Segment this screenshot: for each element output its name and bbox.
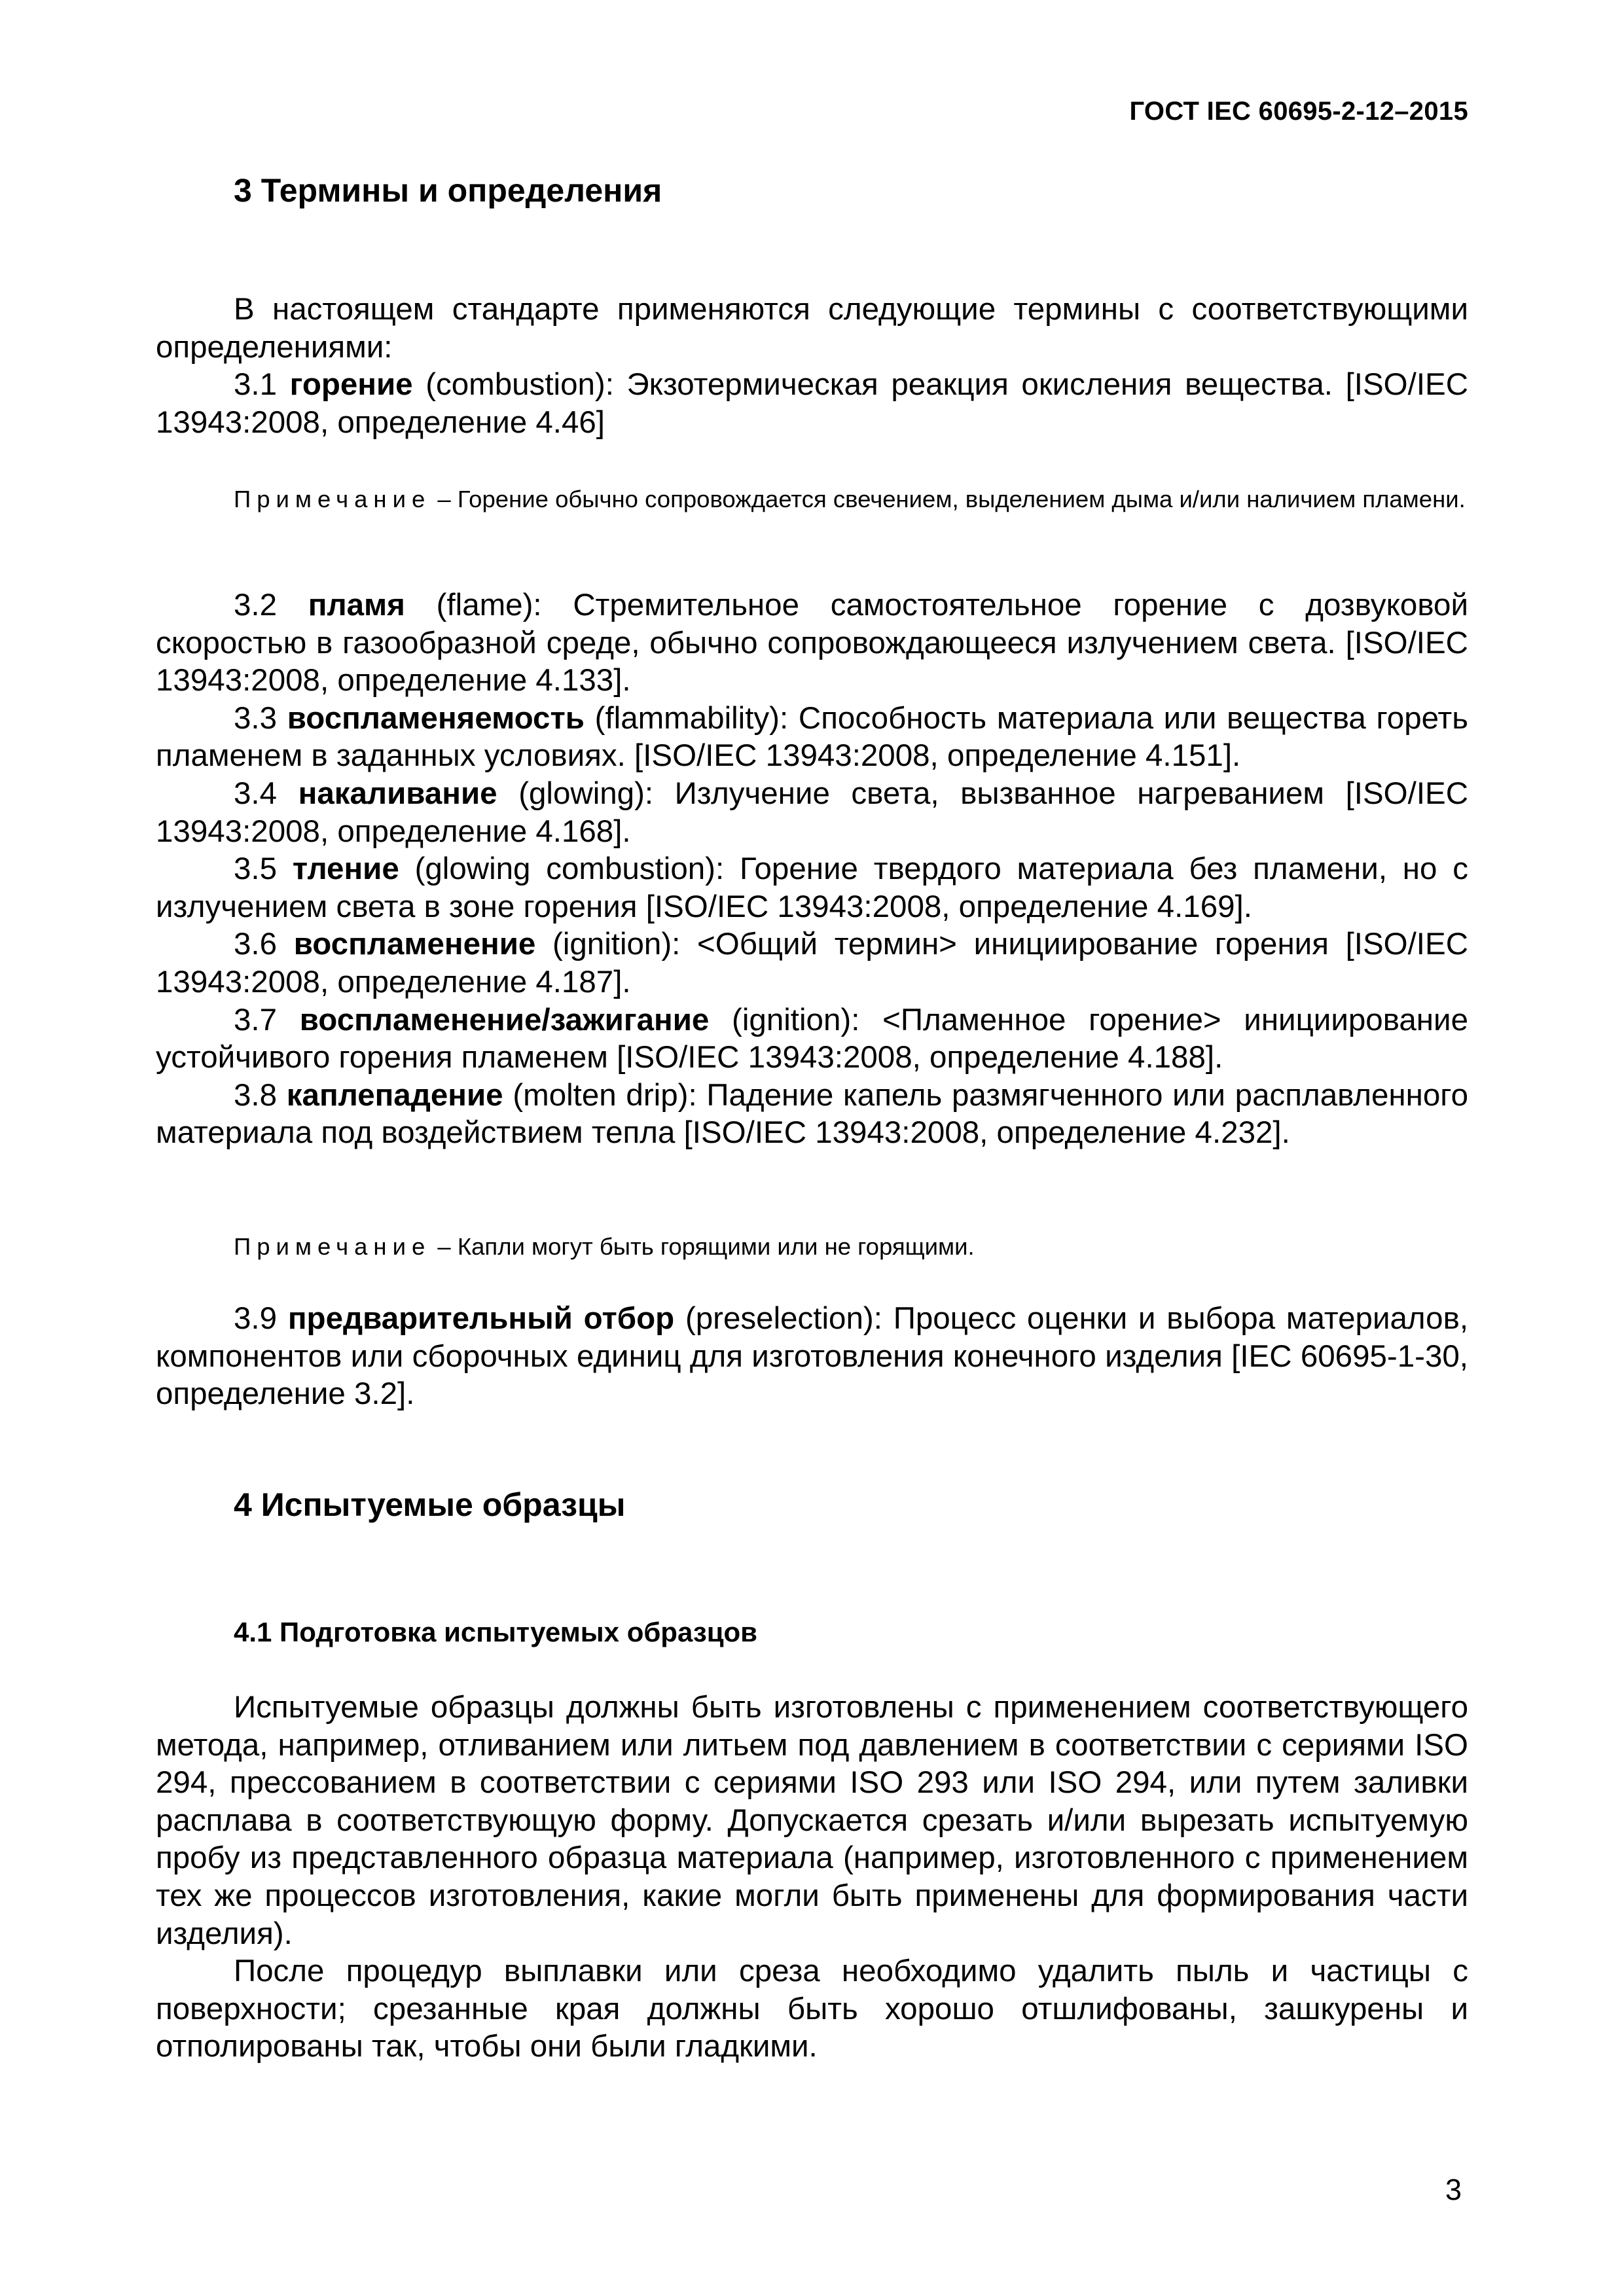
term-3-6-name: воспламенение (293, 927, 536, 962)
term-3-7-name: воспламенение/зажигание (299, 1002, 710, 1037)
paragraph: После процедур выплавки или среза необходимо удалить пыль и частицы с поверхности; срезанные края должны быть хорошо отшлифованы, зашкурены и отполированы так, чтобы они были гладкими. (156, 1954, 1468, 2064)
subsection-4-1-body (156, 1689, 1468, 2066)
term-3-9: 3.9 предварительный отбор (preselection): Процесс оценки и выбора материалов, компонентов или сборочных единиц для изготовления конечного изделия [IEC 60695-1-30, определение 3.2]. (156, 1301, 1469, 1412)
note-label: Примечание (234, 1233, 431, 1260)
note-combustion: Примечание – Горение обычно сопровождается свечением, выделением дыма и/или наличием пламени. (234, 486, 1466, 512)
term-3-2-name: пламя (308, 588, 405, 622)
term-3-6: 3.6 воспламенение (ignition): <Общий термин> инициирование горения [ISO/IEC 13943:2008, определение 4.187]. (156, 927, 1468, 999)
section-3-definitions-end (156, 1300, 1468, 1413)
paragraph: Испытуемые образцы должны быть изготовлены с применением соответствующего метода, например, отливанием или литьем под давлением в соответствии с сериями ISO 294, прессованием в соответствии с сериями ISO 293 или ISO 294, или путем заливки расплава в соответствующую форму. Допускается срезать и/или вырезать испытуемую пробу из представленного образца материала (например, изготовленного с применением тех же процессов изготовления, какие могли быть применены для формирования части изделия). (156, 1690, 1468, 1951)
term-3-2: 3.2 пламя (flame): Стремительное самостоятельное горение с дозвуковой скоростью в газообразной среде, обычно сопровождающееся излучением света. [ISO/IEC 13943:2008, определение 4.133]. (156, 588, 1468, 698)
term-3-1-name: горение (289, 367, 413, 403)
term-3-4-name: накаливание (298, 776, 497, 811)
note-label: Примечание (234, 486, 431, 512)
term-3-5: 3.5 тление (glowing combustion): Горение твердого материала без пламени, но с излучением света в зоне горения [ISO/IEC 13943:2008, определение 4.169]. (156, 852, 1468, 924)
term-3-5-name: тление (292, 852, 399, 887)
note-molten-drip: Примечание – Капли могут быть горящими или не горящими. (234, 1233, 975, 1260)
section-3-intro: В настоящем стандарте применяются следующие термины с соответствующими определениями: (156, 292, 1468, 365)
term-3-9-name: предварительный отбор (287, 1301, 675, 1336)
term-3-3: 3.3 воспламеняемость (flammability): Способность материала или вещества гореть пламенем в заданных условиях. [ISO/IEC 13943:2008, определение 4.151]. (156, 700, 1468, 774)
section-3-definitions (156, 291, 1468, 441)
term-3-1: 3.1 горение (combustion): Экзотермическая реакция окисления вещества. [ISO/IEC 13943:2008, определение 4.46] (156, 367, 1469, 440)
page-number: 3 (1445, 2173, 1462, 2206)
section-3-title: 3 Термины и определения (234, 172, 662, 209)
subsection-4-1-title: 4.1 Подготовка испытуемых образцов (234, 1617, 757, 1647)
section-3-definitions-cont (156, 586, 1468, 1152)
term-3-8: 3.8 каплепадение (molten drip): Падение капель размягченного или расплавленного материала под воздействием тепла [ISO/IEC 13943:2008, определение 4.232]. (156, 1077, 1468, 1151)
term-3-4: 3.4 накаливание (glowing): Излучение света, вызванное нагреванием [ISO/IEC 13943:2008, определение 4.168]. (156, 776, 1468, 849)
section-4-title: 4 Испытуемые образцы (234, 1486, 626, 1523)
term-3-8-name: каплепадение (286, 1077, 503, 1113)
standard-designation: ГОСТ IEC 60695-2-12–2015 (1129, 97, 1468, 126)
term-3-7: 3.7 воспламенение/зажигание (ignition): <Пламенное горение> инициирование устойчивого горения пламенем [ISO/IEC 13943:2008, определение 4.188]. (156, 1002, 1468, 1075)
term-3-3-name: воспламеняемость (287, 700, 585, 736)
